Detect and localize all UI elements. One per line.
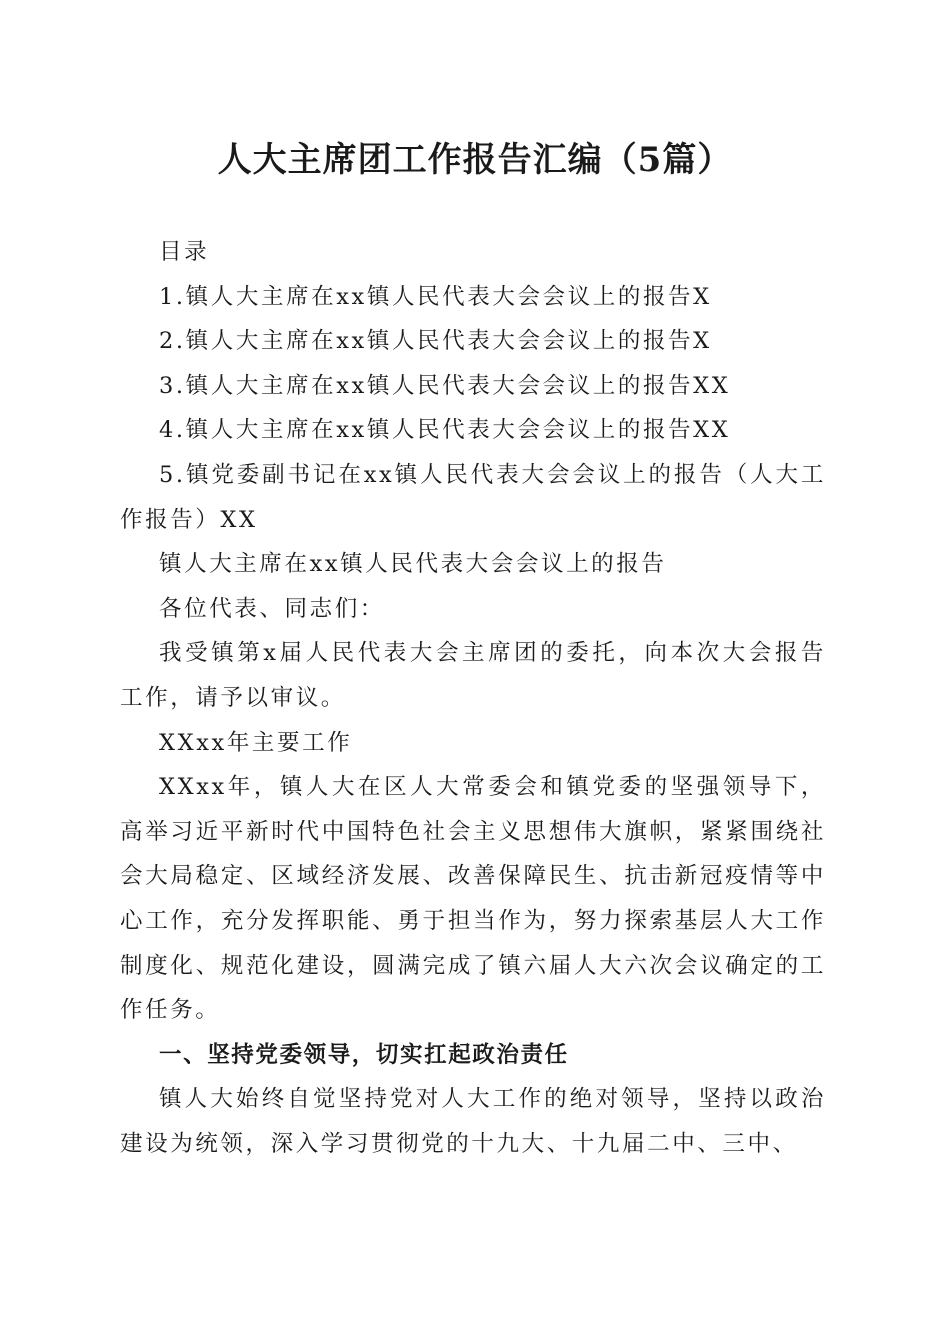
summary-paragraph: XXxx年，镇人大在区人大常委会和镇党委的坚强领导下，高举习近平新时代中国特色社会主义思想伟大旗帜，紧紧围绕社会大局稳定、区域经济发展、改善保障民生、抗击新冠疫情等中心工作，充分发挥职能、勇于担当作为，努力探索基层人大工作制度化、规范化建设，圆满完成了镇六届人大六次会议确定的工作任务。 xyxy=(120,774,826,1024)
toc-item-2: 2.镇人大主席在xx镇人民代表大会会议上的报告X xyxy=(159,328,712,355)
toc-item-1: 1.镇人大主席在xx镇人民代表大会会议上的报告X xyxy=(159,283,712,310)
intro-paragraph: 我受镇第x届人民代表大会主席团的委托，向本次大会报告工作，请予以审议。 xyxy=(120,640,826,711)
toc-label: 目录 xyxy=(159,239,210,265)
toc-item-3: 3.镇人大主席在xx镇人民代表大会会议上的报告XX xyxy=(159,372,731,399)
document-body xyxy=(120,230,826,1166)
document-title: 人大主席团工作报告汇编（5篇） xyxy=(217,140,733,180)
body-paragraph-1: 镇人大始终自觉坚持党对人大工作的绝对领导，坚持以政治建设为统领，深入学习贯彻党的十九大、十九届二中、三中、 xyxy=(120,1086,826,1157)
toc-item-5: 5.镇党委副书记在xx镇人民代表大会会议上的报告（人大工作报告）XX xyxy=(120,461,826,533)
section-heading-1: 一、坚持党委领导，切实扛起政治责任 xyxy=(159,1041,569,1068)
report-title: 镇人大主席在xx镇人民代表大会会议上的报告 xyxy=(159,551,667,578)
salutation: 各位代表、同志们： xyxy=(159,595,385,622)
toc-item-4: 4.镇人大主席在xx镇人民代表大会会议上的报告XX xyxy=(159,417,731,444)
section-label: XXxx年主要工作 xyxy=(159,729,353,756)
